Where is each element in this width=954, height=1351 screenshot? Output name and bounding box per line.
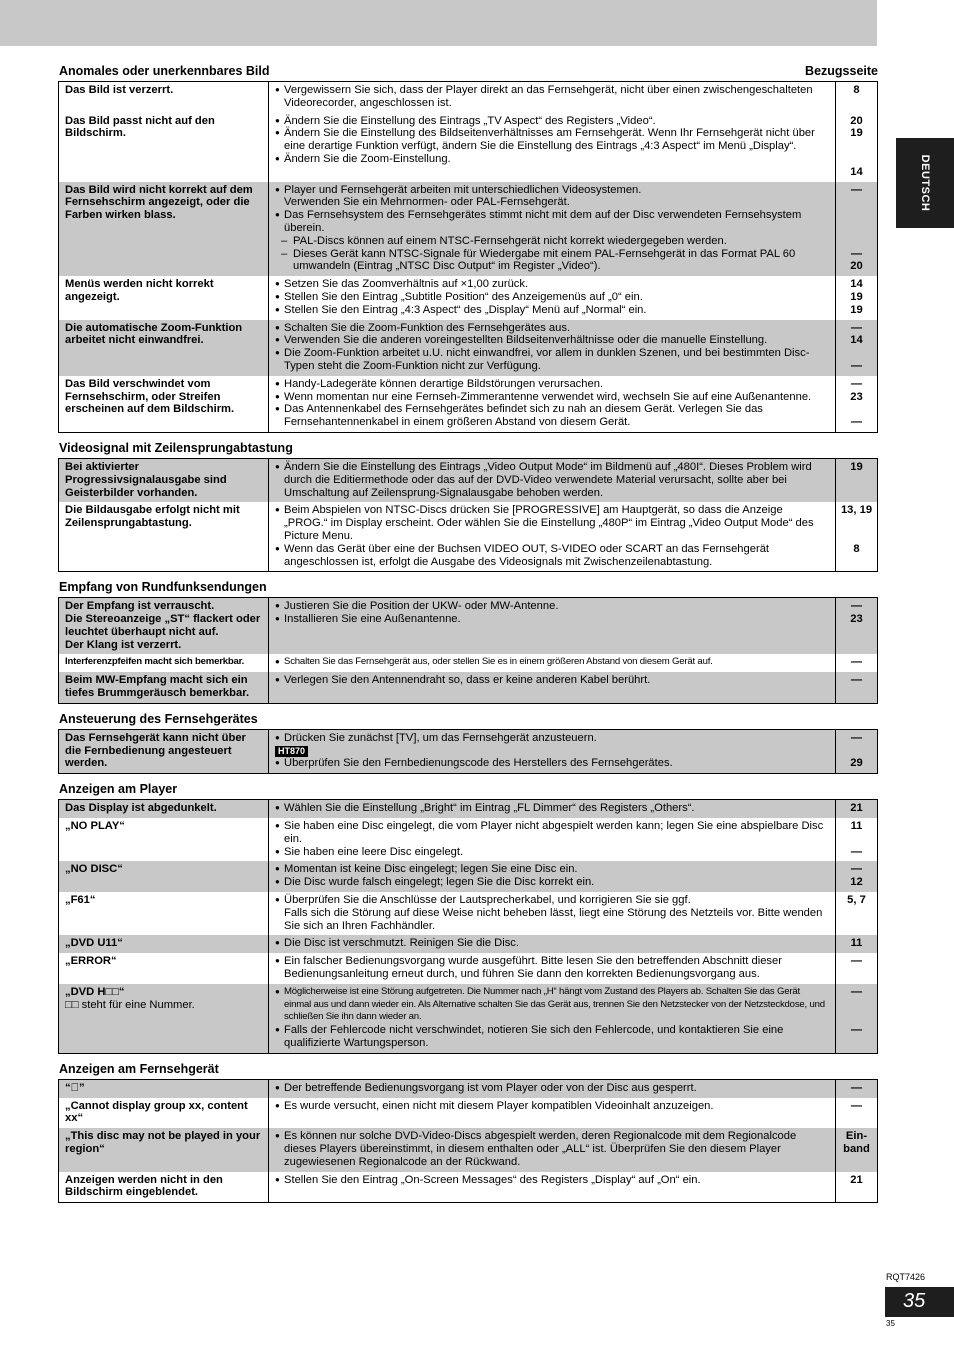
reference-page-cell: 20 19 14 (836, 113, 878, 182)
bullet-item: ● Justieren Sie die Position der UKW- oder MW-Antenne. (275, 600, 829, 613)
reference-page-cell: 14 19 19 (836, 276, 878, 319)
reference-page-cell: — 23 (836, 598, 878, 655)
table-row (59, 376, 878, 433)
table-row (59, 502, 878, 571)
problem-cell (59, 276, 269, 319)
bullet-item: ● Die Zoom-Funktion arbeitet u.U. nicht einwandfrei, vor allem in dunklen Szenen, und bei bestimmten Disc-Typen steht die Zoom-Funktion nicht zur Verfügung. (275, 347, 829, 373)
section-title: Anzeigen am Fernsehgerät (59, 1061, 219, 1076)
problem-cell (59, 861, 269, 892)
solution-text: Verwenden Sie ein Mehrnormen- oder PAL-Fernsehgerät. (284, 196, 570, 209)
problem-cell (59, 800, 269, 818)
problem-cell (59, 458, 269, 502)
bullet-item: ● Vergewissern Sie sich, dass der Player direkt an das Fernsehgerät, nicht über einen zwischengeschalteten Videorecorder, angeschlossen ist. (275, 84, 829, 110)
problem-cell (59, 598, 269, 655)
solution-cell (269, 672, 836, 703)
table-row (59, 182, 878, 277)
bullet-item: ● Stellen Sie den Eintrag „On-Screen Messages“ des Registers „Display“ auf „On“ ein. (275, 1174, 829, 1187)
troubleshooting-table (58, 729, 878, 774)
bullet-item: ● Es können nur solche DVD-Video-Discs abgespielt werden, deren Regionalcode mit dem Regionalcode dieses Players übereinstimmt, in diesem enthalten oder „ALL“ ist. Überprüfen Sie den diesem Player zugewiesenen Regionalcode an der Rückwand. (275, 1130, 829, 1168)
solution-cell (269, 1128, 836, 1171)
solution-cell (269, 276, 836, 319)
solution-cell (269, 320, 836, 376)
problem-cell (59, 1128, 269, 1171)
section-title: Empfang von Rundfunksendungen (59, 580, 267, 595)
problem-cell (59, 1098, 269, 1129)
reference-page-cell: — 29 (836, 729, 878, 773)
header-bar (0, 0, 877, 46)
solution-cell (269, 935, 836, 953)
reference-page-cell: 8 (836, 82, 878, 113)
table-row (59, 276, 878, 319)
bullet-item: ● Wenn momentan nur eine Fernseh-Zimmerantenne verwendet wird, wechseln Sie auf eine Außenantenne. (275, 391, 829, 404)
solution-cell (269, 376, 836, 433)
table-row (59, 654, 878, 672)
bullet-item: ● Ändern Sie die Einstellung des Bildseitenverhältnisses am Fernsehgerät. Wenn Ihr Fernsehgerät nicht über eine derartige Funktion verfügt, ändern Sie die Einstellung des Eintrags „4:3 Aspect“ im Menü „Display“. (275, 127, 829, 153)
solution-cell (269, 729, 836, 773)
reference-page-cell: 5, 7 (836, 892, 878, 935)
problem-cell (59, 935, 269, 953)
table-row (59, 82, 878, 113)
reference-page-cell: 21 (836, 800, 878, 818)
problem-cell (59, 1079, 269, 1097)
dash-item: – PAL-Discs können auf einem NTSC-Fernsehgerät nicht korrekt wiedergegeben werden. (275, 235, 829, 248)
reference-page-cell: — 23 — (836, 376, 878, 433)
bullet-item: ● Möglicherweise ist eine Störung aufgetreten. Die Nummer nach „H“ hängt vom Zustand des Players ab. Schalten Sie das Gerät einmal aus und dann wieder ein. Als Alternative schalten Sie das Gerät aus, trennen Sie den Netzstecker von der Netzsteckdose, und schließen Sie ihn dann wieder an. (275, 986, 829, 1024)
bullet-item: ● Verlegen Sie den Antennendraht so, dass er keine anderen Kabel berührt. (275, 674, 829, 687)
reference-page-cell: — (836, 672, 878, 703)
troubleshooting-table (58, 458, 878, 572)
problem-cell (59, 892, 269, 935)
reference-page-cell: — — 20 (836, 182, 878, 277)
problem-cell (59, 984, 269, 1053)
model-badge: HT870 (275, 746, 308, 757)
bullet-item: ● Wenn das Gerät über eine der Buchsen VIDEO OUT, S-VIDEO oder SCART an das Fernsehgerät angeschlossen ist, erfolgt die Ausgabe des Videosignals mit Zwischenzeilenabtastung. (275, 543, 829, 569)
table-row (59, 113, 878, 182)
problem-cell (59, 502, 269, 571)
dash-item: – Dieses Gerät kann NTSC-Signale für Wiedergabe mit einem PAL-Fernsehgerät in das Format PAL 60 umwandeln (Eintrag „NTSC Disc Output“ im Register „Video“). (275, 248, 829, 274)
problem-note: □□ steht für eine Nummer. (65, 998, 195, 1011)
reference-page-cell: — — (836, 984, 878, 1053)
problem-text: Bei aktivierter Progressivsignalausgabe sind Geisterbilder vorhanden. (65, 460, 227, 499)
problem-cell (59, 320, 269, 376)
reference-page-cell: — (836, 1098, 878, 1129)
problem-text: Die automatische Zoom-Funktion arbeitet nicht einwandfrei. (65, 321, 243, 347)
table-row (59, 818, 878, 861)
problem-cell (59, 82, 269, 113)
troubleshooting-content (58, 64, 878, 1203)
bullet-item: ● Ein falscher Bedienungsvorgang wurde ausgeführt. Bitte lesen Sie den betreffenden Abschnitt dieser Bedienungsanleitung erneut durch, und führen Sie dann den korrekten Bedienungsvorgang aus. (275, 955, 829, 981)
problem-text: „DVD H□□“ (65, 985, 125, 998)
problem-text: Anzeigen werden nicht in den Bildschirm eingeblendet. (65, 1173, 223, 1199)
problem-cell (59, 654, 269, 672)
solution-cell (269, 1098, 836, 1129)
problem-text: „Cannot display group xx, content xx“ (65, 1099, 248, 1125)
solution-cell (269, 598, 836, 655)
page-number-box (885, 1287, 954, 1317)
bullet-item: ● Falls der Fehlercode nicht verschwindet, notieren Sie sich den Fehlercode, und kontaktieren Sie eine qualifizierte Wartungsperson. (275, 1024, 829, 1050)
problem-text: Das Bild passt nicht auf den Bildschirm. (65, 114, 215, 140)
bullet-item: ● Handy-Ladegeräte können derartige Bildstörungen verursachen. (275, 378, 829, 391)
problem-text: Beim MW-Empfang macht sich ein tiefes Brummgeräusch bemerkbar. (65, 674, 250, 700)
bullet-item: ● Schalten Sie das Fernsehgerät aus, oder stellen Sie es in einem größeren Abstand von diesem Gerät auf. (275, 656, 829, 669)
section-header (59, 1062, 878, 1076)
section-title: Videosignal mit Zeilensprungabtastung (59, 440, 293, 455)
troubleshooting-table (58, 799, 878, 1054)
bullet-item: ● Momentan ist keine Disc eingelegt; legen Sie eine Disc ein. (275, 863, 829, 876)
table-row (59, 984, 878, 1053)
bullet-item: ● Stellen Sie den Eintrag „Subtitle Position“ des Anzeigemenüs auf „0“ ein. (275, 291, 829, 304)
problem-cell (59, 818, 269, 861)
solution-cell (269, 1172, 836, 1203)
table-row (59, 1172, 878, 1203)
solution-text: Falls sich die Störung auf diese Weise nicht beheben lässt, liegt eine Störung des Netzteils vor. Bitte wenden Sie sich an Ihren Fachhändler. (284, 906, 823, 932)
bullet-item: ● Player und Fernsehgerät arbeiten mit unterschiedlichen Videosystemen. (275, 184, 829, 197)
section-title: Anomales oder unerkennbares Bild (59, 64, 270, 78)
problem-text: Das Display ist abgedunkelt. (65, 802, 217, 815)
solution-cell (269, 458, 836, 502)
solution-cell (269, 818, 836, 861)
bullet-item: ● Überprüfen Sie die Anschlüsse der Lautsprecherkabel, und korrigieren Sie sie ggf. (275, 894, 829, 907)
bullet-item: ● Ändern Sie die Einstellung des Eintrags „TV Aspect“ des Registers „Video“. (275, 115, 829, 128)
bullet-item: ● Die Disc wurde falsch eingelegt; legen Sie die Disc korrekt ein. (275, 876, 829, 889)
section-header (59, 712, 878, 726)
document-code: RQT7426 (886, 1272, 926, 1282)
bullet-item: ● Beim Abspielen von NTSC-Discs drücken Sie [PROGRESSIVE] am Hauptgerät, so dass die Anzeige „PROG.“ im Display erscheint. Oder wählen Sie die Einstellung „480P“ im Eintrag „Video Output Mode“ des Picture Menu. (275, 504, 829, 542)
table-row (59, 672, 878, 703)
reference-page-cell: — (836, 654, 878, 672)
problem-text: Das Fernsehgerät kann nicht über die Fernbedienung angesteuert werden. (65, 731, 246, 770)
table-row (59, 729, 878, 773)
bullet-item: ● Drücken Sie zunächst [TV], um das Fernsehgerät anzusteuern. (275, 732, 829, 745)
table-row (59, 1098, 878, 1129)
bullet-item: ● Es wurde versucht, einen nicht mit diesem Player kompatiblen Videoinhalt anzuzeigen. (275, 1100, 829, 1113)
solution-cell (269, 182, 836, 277)
solution-cell (269, 892, 836, 935)
language-tab: DEUTSCH (896, 138, 954, 228)
reference-page-cell: 21 (836, 1172, 878, 1203)
section-header (59, 64, 878, 78)
solution-cell (269, 984, 836, 1053)
problem-text: Interferenzpfeifen macht sich bemerkbar. (65, 656, 245, 668)
bullet-item: ● Ändern Sie die Zoom-Einstellung. (275, 153, 829, 166)
solution-cell (269, 654, 836, 672)
problem-cell (59, 1172, 269, 1203)
problem-cell (59, 729, 269, 773)
problem-cell (59, 376, 269, 433)
table-row (59, 320, 878, 376)
table-row (59, 953, 878, 984)
section-header (59, 580, 878, 594)
reference-page-cell: 11 — (836, 818, 878, 861)
solution-cell (269, 953, 836, 984)
bullet-item: ● Sie haben eine leere Disc eingelegt. (275, 846, 829, 859)
table-row (59, 892, 878, 935)
reference-page-cell: Ein- band (836, 1128, 878, 1171)
bullet-item: ● Das Antennenkabel des Fernsehgerätes befindet sich zu nah an diesem Gerät. Verlegen Sie das Fernsehantennenkabel in einem größeren Abstand von diesem Gerät. (275, 403, 829, 429)
troubleshooting-table (58, 1079, 878, 1203)
solution-cell (269, 1079, 836, 1097)
table-row (59, 598, 878, 655)
solution-cell (269, 113, 836, 182)
reference-page-cell: 19 (836, 458, 878, 502)
problem-text: “⃠” (65, 1081, 85, 1094)
reference-page-cell: 13, 19 8 (836, 502, 878, 571)
bullet-item: ● Wählen Sie die Einstellung „Bright“ im Eintrag „FL Dimmer“ des Registers „Others“. (275, 802, 829, 815)
bullet-item: ● Überprüfen Sie den Fernbedienungscode des Herstellers des Fernsehgerätes. (275, 757, 829, 770)
reference-page-cell: — (836, 953, 878, 984)
bullet-item: ● Setzen Sie das Zoomverhältnis auf ×1,00 zurück. (275, 278, 829, 291)
reference-page-cell: — (836, 1079, 878, 1097)
bullet-item: ● Ändern Sie die Einstellung des Eintrags „Video Output Mode“ im Bildmenü auf „480I“. Dieses Problem wird durch die Editiermethode oder das auf der DVD-Video verwendete Material verursacht, sollte aber bei Umschaltung auf Zeilensprung-Signalausgabe behoben werden. (275, 461, 829, 499)
bullet-item: ● Schalten Sie die Zoom-Funktion des Fernsehgerätes aus. (275, 322, 829, 335)
problem-text: Menüs werden nicht korrekt angezeigt. (65, 278, 214, 303)
table-row (59, 861, 878, 892)
page-number-small: 35 (886, 1319, 895, 1328)
problem-text: „DVD U11“ (65, 937, 123, 950)
table-row (59, 458, 878, 502)
problem-cell (59, 953, 269, 984)
problem-text: Der Empfang ist verrauscht. Die Stereoanzeige „ST“ flackert oder leuchtet überhaupt nicht auf. Der Klang ist verzerrt. (65, 600, 261, 651)
problem-text: „F61“ (65, 894, 96, 907)
table-row (59, 1128, 878, 1171)
bullet-item: ● Das Fernsehsystem des Fernsehgerätes stimmt nicht mit dem auf der Disc verwendeten Fernsehsystem überein. (275, 209, 829, 235)
troubleshooting-table (58, 81, 878, 433)
bullet-item: ● Sie haben eine Disc eingelegt, die vom Player nicht abgespielt werden kann; legen Sie eine abspielbare Disc ein. (275, 820, 829, 846)
problem-cell (59, 113, 269, 182)
reference-page-cell: 11 (836, 935, 878, 953)
troubleshooting-table (58, 597, 878, 704)
section-header (59, 441, 878, 455)
section-header (59, 782, 878, 796)
problem-text: Das Bild verschwindet vom Fernsehschirm, oder Streifen erscheinen auf dem Bildschirm. (65, 377, 235, 416)
problem-cell (59, 672, 269, 703)
solution-cell (269, 800, 836, 818)
reference-page-cell: — 14 — (836, 320, 878, 376)
table-row (59, 1079, 878, 1097)
problem-cell (59, 182, 269, 277)
problem-text: Das Bild ist verzerrt. (65, 84, 174, 96)
solution-cell (269, 861, 836, 892)
problem-text: Das Bild wird nicht korrekt auf dem Fernsehschirm angezeigt, oder die Farben wirken blass. (65, 183, 253, 222)
table-row (59, 935, 878, 953)
section-title: Anzeigen am Player (59, 782, 178, 797)
bullet-item: ● Der betreffende Bedienungsvorgang ist vom Player oder von der Disc aus gesperrt. (275, 1082, 829, 1095)
reference-column-label: Bezugsseite (805, 64, 878, 78)
section-title: Ansteuerung des Fernsehgerätes (59, 711, 258, 726)
bullet-item: ● Verwenden Sie die anderen voreingestellten Bildseitenverhältnisse oder die manuelle Einstellung. (275, 334, 829, 347)
bullet-item: ● Stellen Sie den Eintrag „4:3 Aspect“ des „Display“ Menü auf „Normal“ ein. (275, 304, 829, 317)
bullet-item: ● Die Disc ist verschmutzt. Reinigen Sie die Disc. (275, 937, 829, 950)
table-row (59, 800, 878, 818)
model-badge-row (275, 745, 829, 758)
problem-text: „NO PLAY“ (65, 820, 125, 833)
bullet-item: ● Installieren Sie eine Außenantenne. (275, 613, 829, 626)
page-number: 35 (903, 1290, 926, 1312)
solution-cell (269, 82, 836, 113)
solution-cell (269, 502, 836, 571)
problem-text: „ERROR“ (65, 955, 117, 968)
problem-text: „NO DISC“ (65, 863, 123, 876)
reference-page-cell: — 12 (836, 861, 878, 892)
problem-text: „This disc may not be played in your region“ (65, 1130, 261, 1155)
problem-text: Die Bildausgabe erfolgt nicht mit Zeilensprungabtastung. (65, 504, 240, 530)
